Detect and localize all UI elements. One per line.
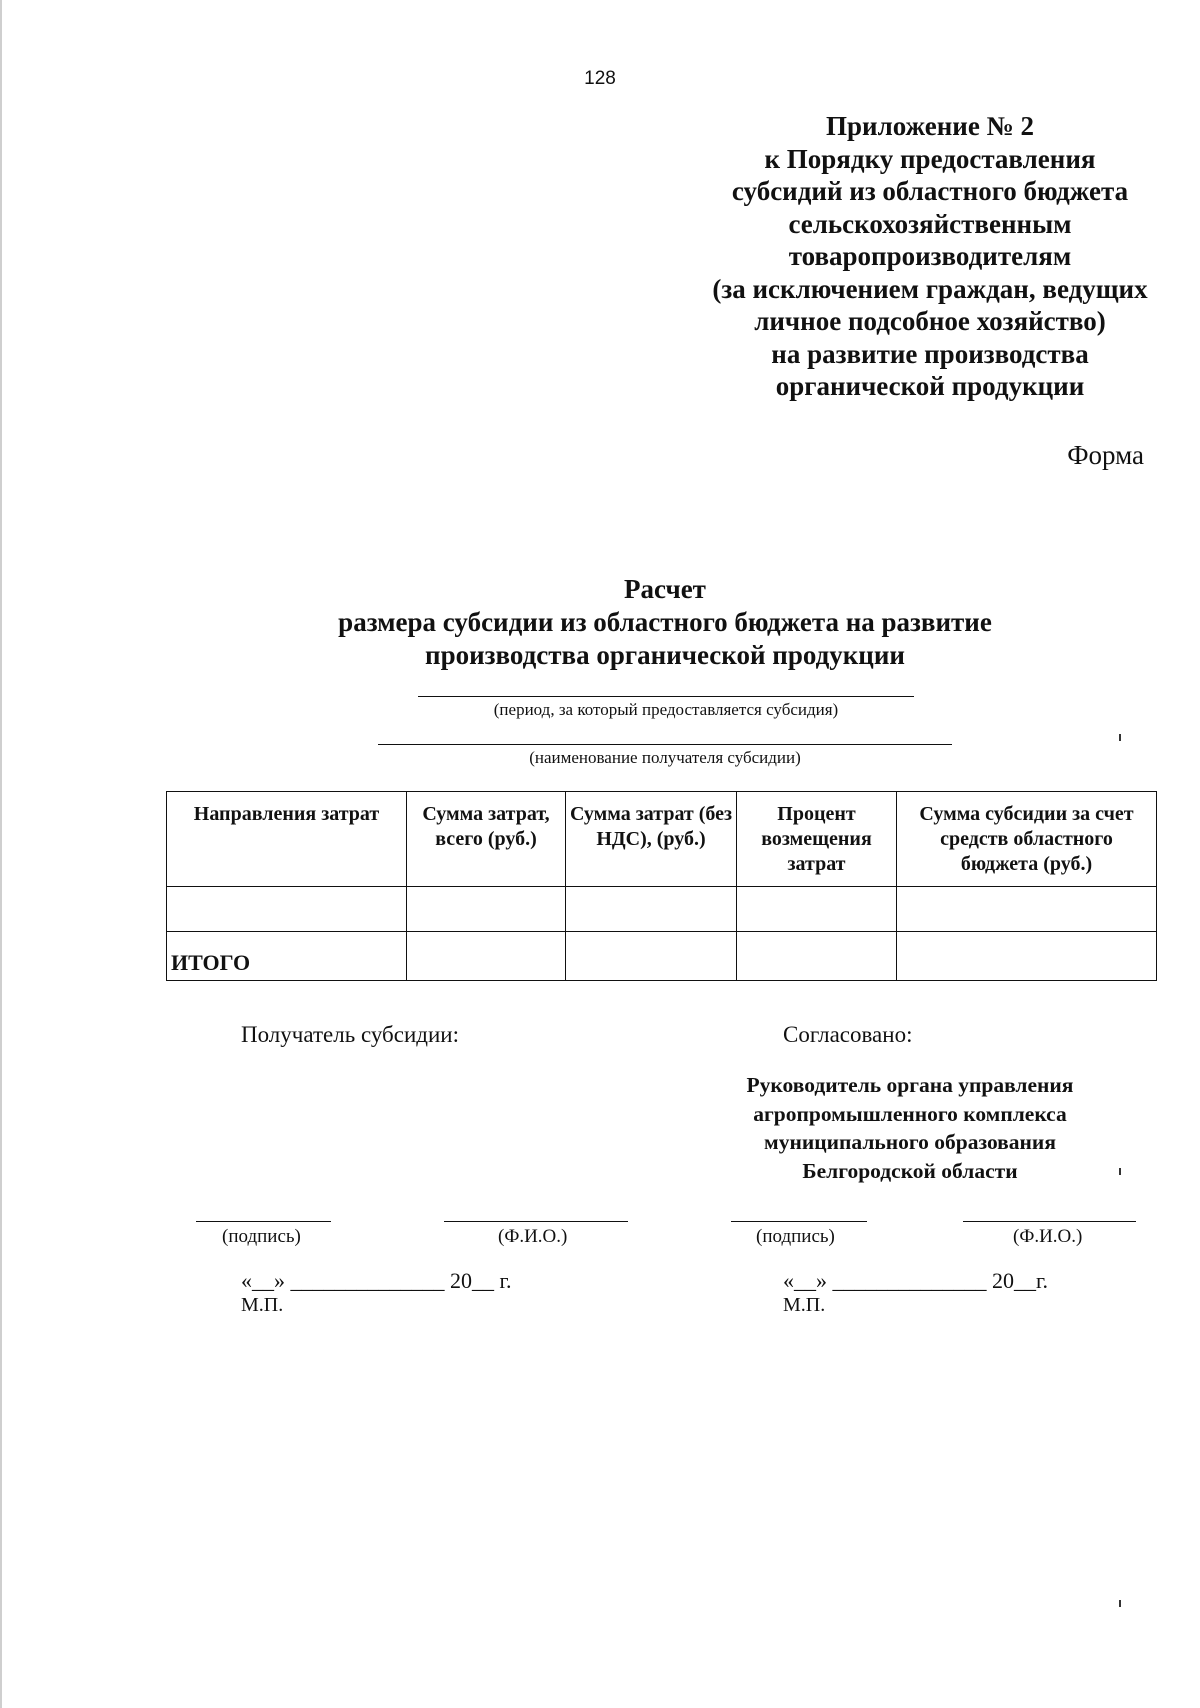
appendix-line: на развитие производства xyxy=(771,338,1089,369)
total-label: ИТОГО xyxy=(167,932,407,981)
form-label: Форма xyxy=(1067,440,1144,470)
table-cell[interactable] xyxy=(897,932,1157,981)
column-header-cost-directions: Направления затрат xyxy=(167,792,407,887)
table-cell[interactable] xyxy=(167,887,407,932)
document-title xyxy=(0,573,1200,672)
head-title-line: Белгородской области xyxy=(802,1158,1018,1183)
scan-mark xyxy=(1119,1600,1121,1607)
column-header-reimbursement-percent: Процент возмещения затрат xyxy=(737,792,897,887)
column-header-subsidy-amount: Сумма субсидии за счет средств областного бюджета (руб.) xyxy=(897,792,1157,887)
period-caption: (период, за который предоставляется субсидия) xyxy=(493,700,839,719)
appendix-line: субсидий из областного бюджета xyxy=(731,176,1129,206)
head-signature-line[interactable] xyxy=(731,1221,867,1222)
page-number: 128 xyxy=(584,68,616,89)
table-cell[interactable] xyxy=(737,887,897,932)
table-row xyxy=(167,887,1157,932)
head-signature-caption: (подпись) xyxy=(756,1226,835,1247)
recipient-fio-line[interactable] xyxy=(444,1221,628,1222)
appendix-line: сельскохозяйственным xyxy=(788,208,1072,239)
title-line: размера субсидии из областного бюджета на развитие xyxy=(338,607,992,637)
head-stamp-label: М.П. xyxy=(783,1294,826,1316)
recipient-signature-line[interactable] xyxy=(196,1221,331,1222)
appendix-line: к Порядку предоставления xyxy=(764,143,1096,174)
head-title-line: агропромышленного комплекса xyxy=(753,1101,1067,1126)
title-line: производства органической продукции xyxy=(425,640,905,670)
head-date-line[interactable]: «__» ______________ 20__г. xyxy=(783,1268,1049,1293)
agriculture-head-title xyxy=(700,1071,1120,1185)
table-header-row xyxy=(167,792,1157,887)
column-header-total-costs: Сумма затрат, всего (руб.) xyxy=(407,792,566,887)
subsidy-calculation-table xyxy=(166,791,1157,981)
appendix-line: органической продукции xyxy=(775,371,1085,401)
appendix-line: товаропроизводителям xyxy=(788,241,1072,271)
scan-edge-line xyxy=(0,0,2,1708)
head-fio-caption: (Ф.И.О.) xyxy=(1013,1226,1083,1247)
period-blank-line[interactable] xyxy=(418,696,914,697)
recipient-stamp-label: М.П. xyxy=(241,1294,284,1316)
recipient-signature-caption: (подпись) xyxy=(222,1226,301,1247)
appendix-heading xyxy=(640,110,1200,403)
table-cell[interactable] xyxy=(737,932,897,981)
agreed-label: Согласовано: xyxy=(783,1022,913,1047)
table-total-row xyxy=(167,932,1157,981)
scan-mark xyxy=(1119,734,1121,741)
table-cell[interactable] xyxy=(566,932,737,981)
recipient-blank-line[interactable] xyxy=(378,744,952,745)
head-fio-line[interactable] xyxy=(963,1221,1136,1222)
title-line: Расчет xyxy=(624,574,706,604)
head-title-line: муниципального образования xyxy=(764,1130,1056,1154)
table-cell[interactable] xyxy=(897,887,1157,932)
recipient-label: Получатель субсидии: xyxy=(241,1022,459,1047)
recipient-caption: (наименование получателя субсидии) xyxy=(529,748,801,767)
head-title-line: Руководитель органа управления xyxy=(746,1073,1074,1097)
recipient-fio-caption: (Ф.И.О.) xyxy=(498,1226,568,1247)
appendix-line: Приложение № 2 xyxy=(826,111,1034,141)
column-header-costs-excl-vat: Сумма затрат (без НДС), (руб.) xyxy=(566,792,737,887)
recipient-date-line[interactable]: «__» ______________ 20__ г. xyxy=(241,1268,512,1293)
appendix-line: личное подсобное хозяйство) xyxy=(754,306,1106,336)
table-cell[interactable] xyxy=(566,887,737,932)
appendix-line: (за исключением граждан, ведущих xyxy=(712,273,1148,304)
table-cell[interactable] xyxy=(407,887,566,932)
table-cell[interactable] xyxy=(407,932,566,981)
